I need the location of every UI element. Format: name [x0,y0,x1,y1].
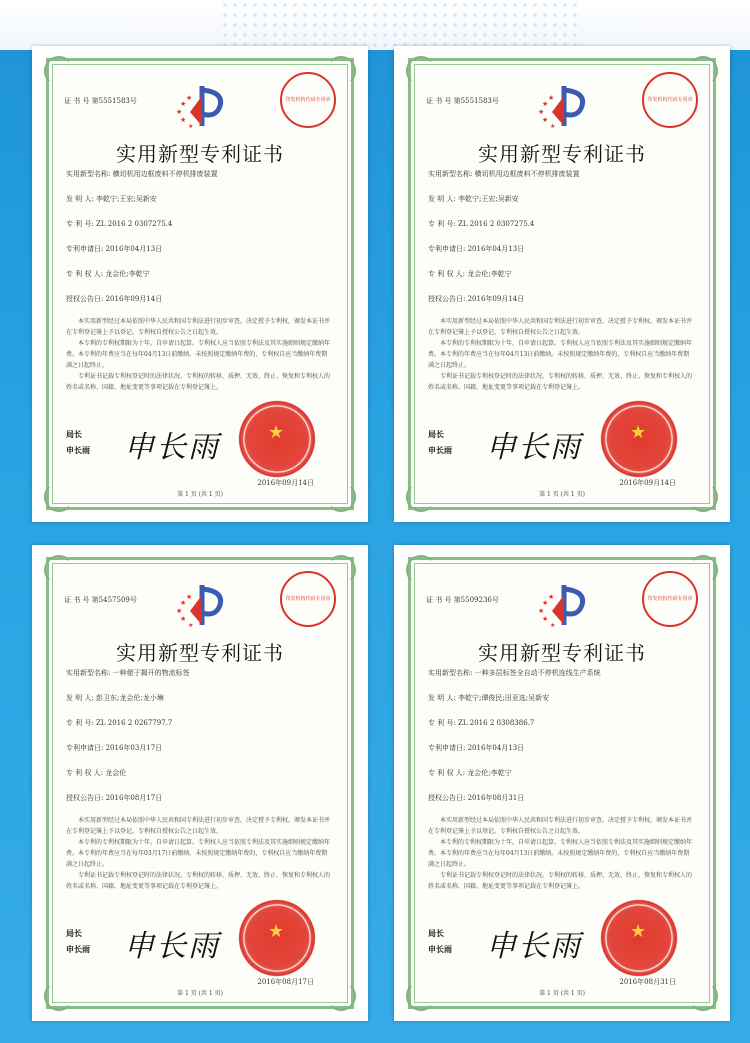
body-paragraph: 专利证书记载专利权登记时的法律状况。专利权的转移、质押、无效、终止、恢复和专利权人的姓名或名称、国籍、地址变更等事项记载在专利登记簿上。 [428,872,693,890]
field-label: 专 利 权 人: [66,769,104,777]
field-value: ZL 2016 2 0308386.7 [455,719,535,727]
certificate-number: 证 书 号 第5509236号 [426,596,499,604]
body-paragraph: 本实用新型经过本局依照中华人民共和国专利法进行初步审查，决定授予专利权，颁发本证书并在专利登记簿上予以登记。专利权自授权公告之日起生效。 [66,318,331,336]
certificate-body-text [66,815,332,892]
issuing-seal-stamp: 印发机构代码专用章 [642,72,698,128]
corner-ornament [406,555,436,585]
body-paragraph: 本实用新型经过本局依照中华人民共和国专利法进行初步审查，决定授予专利权，颁发本证书并在专利登记簿上予以登记。专利权自授权公告之日起生效。 [428,318,693,336]
field-label: 发 明 人: [428,694,456,702]
director-block [66,925,90,957]
field-label: 实用新型名称: [428,669,473,677]
field-value: 一种便于揭开的物流标签 [110,669,190,677]
issue-date: 2016年09月14日 [619,479,676,487]
field-row [66,294,162,304]
field-value: 横切机用边框废料不停机排废装置 [472,170,580,178]
svg-text:★: ★ [180,100,187,108]
svg-text:★: ★ [538,108,545,116]
director-name: 申长雨 [428,445,452,455]
field-row [428,169,580,179]
svg-text:★: ★ [180,615,187,623]
body-paragraph: 本实用新型经过本局依照中华人民共和国专利法进行初步审查，决定授予专利权，颁发本证书并在专利登记簿上予以登记。专利权自授权公告之日起生效。 [66,817,331,835]
field-value: 2016年04月13日 [103,245,163,253]
page-number: 第 1 页 (共 1 页) [539,990,585,997]
issuing-seal-stamp: 印发机构代码专用章 [280,72,336,128]
body-paragraph: 本实用新型经过本局依照中华人民共和国专利法进行初步审查，决定授予专利权，颁发本证书并在专利登记簿上予以登记。专利权自授权公告之日起生效。 [428,817,693,835]
field-label: 专利申请日: [428,744,466,752]
svg-text:★: ★ [550,123,556,130]
field-label: 专 利 权 人: [428,270,466,278]
field-row [66,194,157,204]
svg-text:★: ★ [542,100,549,108]
director-signature: 申长雨 [124,430,220,465]
certificate-document [404,553,720,1013]
field-value: 龙会伦 [103,769,127,777]
page-number: 第 1 页 (共 1 页) [177,990,223,997]
corner-ornament [688,555,718,585]
svg-text:★: ★ [176,108,183,116]
field-value: 李乾宁;王宏;吴新安 [93,195,157,203]
field-row [428,219,534,229]
field-value: 李乾宁;谭俊民;田亚选;吴新安 [455,694,550,702]
director-name: 申长雨 [66,445,90,455]
svg-text:★: ★ [188,622,194,629]
field-row [428,768,512,778]
field-row [428,793,524,803]
body-paragraph: 本专利的专利权期限为十年，自申请日起算。专利权人应当依照专利法及其实施细则规定缴纳年费。本专利的年费应当在每年04月13日前缴纳。未按照规定缴纳年费的，专利权自应当缴纳年费期满之日起终止。 [428,340,693,369]
national-emblem-seal: ★ [238,899,316,977]
field-value: ZL 2016 2 0307275.4 [93,220,173,228]
field-row [66,768,126,778]
svg-text:★: ★ [186,593,193,601]
field-row [428,693,549,703]
svg-text:★: ★ [542,116,549,124]
field-label: 专 利 号: [428,220,456,228]
issuing-seal-stamp: 印发机构代码专用章 [280,571,336,627]
field-value: 2016年09月14日 [103,295,163,303]
certificate-title: 实用新型专利证书 [478,142,646,166]
field-label: 授权公告日: [428,295,466,303]
field-label: 授权公告日: [66,794,104,802]
field-row [428,269,512,279]
issuing-seal-stamp: 印发机构代码专用章 [642,571,698,627]
field-label: 实用新型名称: [428,170,473,178]
field-label: 发 明 人: [428,195,456,203]
svg-text:★: ★ [548,593,555,601]
field-value: 龙会伦;李乾宁 [103,270,150,278]
field-value: 2016年08月17日 [103,794,163,802]
patent-office-logo-icon [534,581,594,629]
field-label: 专 利 号: [66,220,94,228]
director-title: 局长 [428,928,444,938]
field-label: 专利申请日: [428,245,466,253]
field-label: 授权公告日: [66,295,104,303]
field-label: 专 利 权 人: [428,769,466,777]
national-emblem-seal: ★ [238,400,316,478]
field-value: 2016年03月17日 [103,744,163,752]
certificate-body-text [66,316,332,393]
director-signature: 申长雨 [124,929,220,964]
certificate-card [32,46,368,522]
field-value: 2016年04月13日 [465,744,525,752]
field-row [428,668,601,678]
certificate-title: 实用新型专利证书 [116,142,284,166]
field-row [428,244,524,254]
certificate-number: 证 书 号 第5551583号 [426,97,499,105]
director-title: 局长 [66,429,82,439]
patent-office-logo-icon [172,82,232,130]
certificate-document [404,54,720,514]
body-paragraph: 专利证书记载专利权登记时的法律状况。专利权的转移、质押、无效、终止、恢复和专利权人的姓名或名称、国籍、地址变更等事项记载在专利登记簿上。 [66,872,331,890]
certificate-number: 证 书 号 第5457509号 [64,596,137,604]
director-name: 申长雨 [66,944,90,954]
field-label: 专 利 号: [428,719,456,727]
field-row [66,169,218,179]
director-block [428,426,452,458]
field-value: 彭卫东;龙会伦;龙小琳 [93,694,164,702]
field-label: 实用新型名称: [66,669,111,677]
field-value: 龙会伦;李乾宁 [465,270,512,278]
page-number: 第 1 页 (共 1 页) [539,491,585,498]
certificate-card [394,46,730,522]
corner-ornament [44,56,74,86]
field-label: 专 利 号: [66,719,94,727]
field-row [66,269,150,279]
field-value: 李乾宁;王宏;吴新安 [455,195,519,203]
field-row [428,743,524,753]
corner-ornament [326,555,356,585]
certificate-title: 实用新型专利证书 [478,641,646,665]
field-value: 横切机用边框废料不停机排废装置 [110,170,218,178]
corner-ornament [44,555,74,585]
svg-text:★: ★ [538,607,545,615]
body-paragraph: 本专利的专利权期限为十年，自申请日起算。专利权人应当依照专利法及其实施细则规定缴纳年费。本专利的年费应当在每年03月17日前缴纳。未按照规定缴纳年费的，专利权自应当缴纳年费期满之日起终止。 [66,839,331,868]
field-label: 专利申请日: [66,245,104,253]
certificate-number: 证 书 号 第5551583号 [64,97,137,105]
field-row [428,294,524,304]
field-label: 专利申请日: [66,744,104,752]
issue-date: 2016年08月17日 [257,978,314,986]
svg-text:★: ★ [176,607,183,615]
issue-date: 2016年08月31日 [619,978,676,986]
field-row [428,194,519,204]
patent-office-logo-icon [172,581,232,629]
field-row [66,743,162,753]
certificate-card [32,545,368,1021]
issue-date: 2016年09月14日 [257,479,314,487]
svg-text:★: ★ [542,615,549,623]
field-value: 2016年04月13日 [465,245,525,253]
field-value: 龙会伦;李乾宁 [465,769,512,777]
field-value: 一种多层标签全自动不停机连线生产系统 [472,669,601,677]
body-paragraph: 本专利的专利权期限为十年，自申请日起算。专利权人应当依照专利法及其实施细则规定缴纳年费。本专利的年费应当在每年04月13日前缴纳。未按照规定缴纳年费的，专利权自应当缴纳年费期满之日起终止。 [428,839,693,868]
body-paragraph: 本专利的专利权期限为十年，自申请日起算。专利权人应当依照专利法及其实施细则规定缴纳年费。本专利的年费应当在每年04月13日前缴纳。未按照规定缴纳年费的，专利权自应当缴纳年费期满之日起终止。 [66,340,331,369]
field-row [66,693,164,703]
svg-text:★: ★ [542,599,549,607]
corner-ornament [406,56,436,86]
field-label: 发 明 人: [66,195,94,203]
field-value: ZL 2016 2 0267797.7 [93,719,173,727]
certificate-body-text [428,316,694,393]
body-paragraph: 专利证书记载专利权登记时的法律状况。专利权的转移、质押、无效、终止、恢复和专利权人的姓名或名称、国籍、地址变更等事项记载在专利登记簿上。 [66,373,331,391]
field-label: 授权公告日: [428,794,466,802]
director-block [66,426,90,458]
field-row [66,793,162,803]
certificate-document [42,54,358,514]
certificate-card [394,545,730,1021]
svg-text:★: ★ [180,599,187,607]
certificate-title: 实用新型专利证书 [116,641,284,665]
field-row [66,219,172,229]
director-title: 局长 [428,429,444,439]
svg-text:★: ★ [548,94,555,102]
corner-ornament [688,56,718,86]
director-title: 局长 [66,928,82,938]
svg-text:★: ★ [550,622,556,629]
field-label: 专 利 权 人: [66,270,104,278]
director-signature: 申长雨 [486,430,582,465]
patent-office-logo-icon [534,82,594,130]
field-value: 2016年08月31日 [465,794,525,802]
field-row [66,668,190,678]
svg-text:★: ★ [188,123,194,130]
national-emblem-seal: ★ [600,899,678,977]
director-name: 申长雨 [428,944,452,954]
field-value: 2016年09月14日 [465,295,525,303]
body-paragraph: 专利证书记载专利权登记时的法律状况。专利权的转移、质押、无效、终止、恢复和专利权人的姓名或名称、国籍、地址变更等事项记载在专利登记簿上。 [428,373,693,391]
certificate-body-text [428,815,694,892]
corner-ornament [326,56,356,86]
field-label: 发 明 人: [66,694,94,702]
director-signature: 申长雨 [486,929,582,964]
svg-text:★: ★ [180,116,187,124]
director-block [428,925,452,957]
certificate-document [42,553,358,1013]
svg-text:★: ★ [186,94,193,102]
field-label: 实用新型名称: [66,170,111,178]
national-emblem-seal: ★ [600,400,678,478]
page-number: 第 1 页 (共 1 页) [177,491,223,498]
field-row [66,244,162,254]
field-row [428,718,534,728]
field-row [66,718,172,728]
field-value: ZL 2016 2 0307275.4 [455,220,535,228]
